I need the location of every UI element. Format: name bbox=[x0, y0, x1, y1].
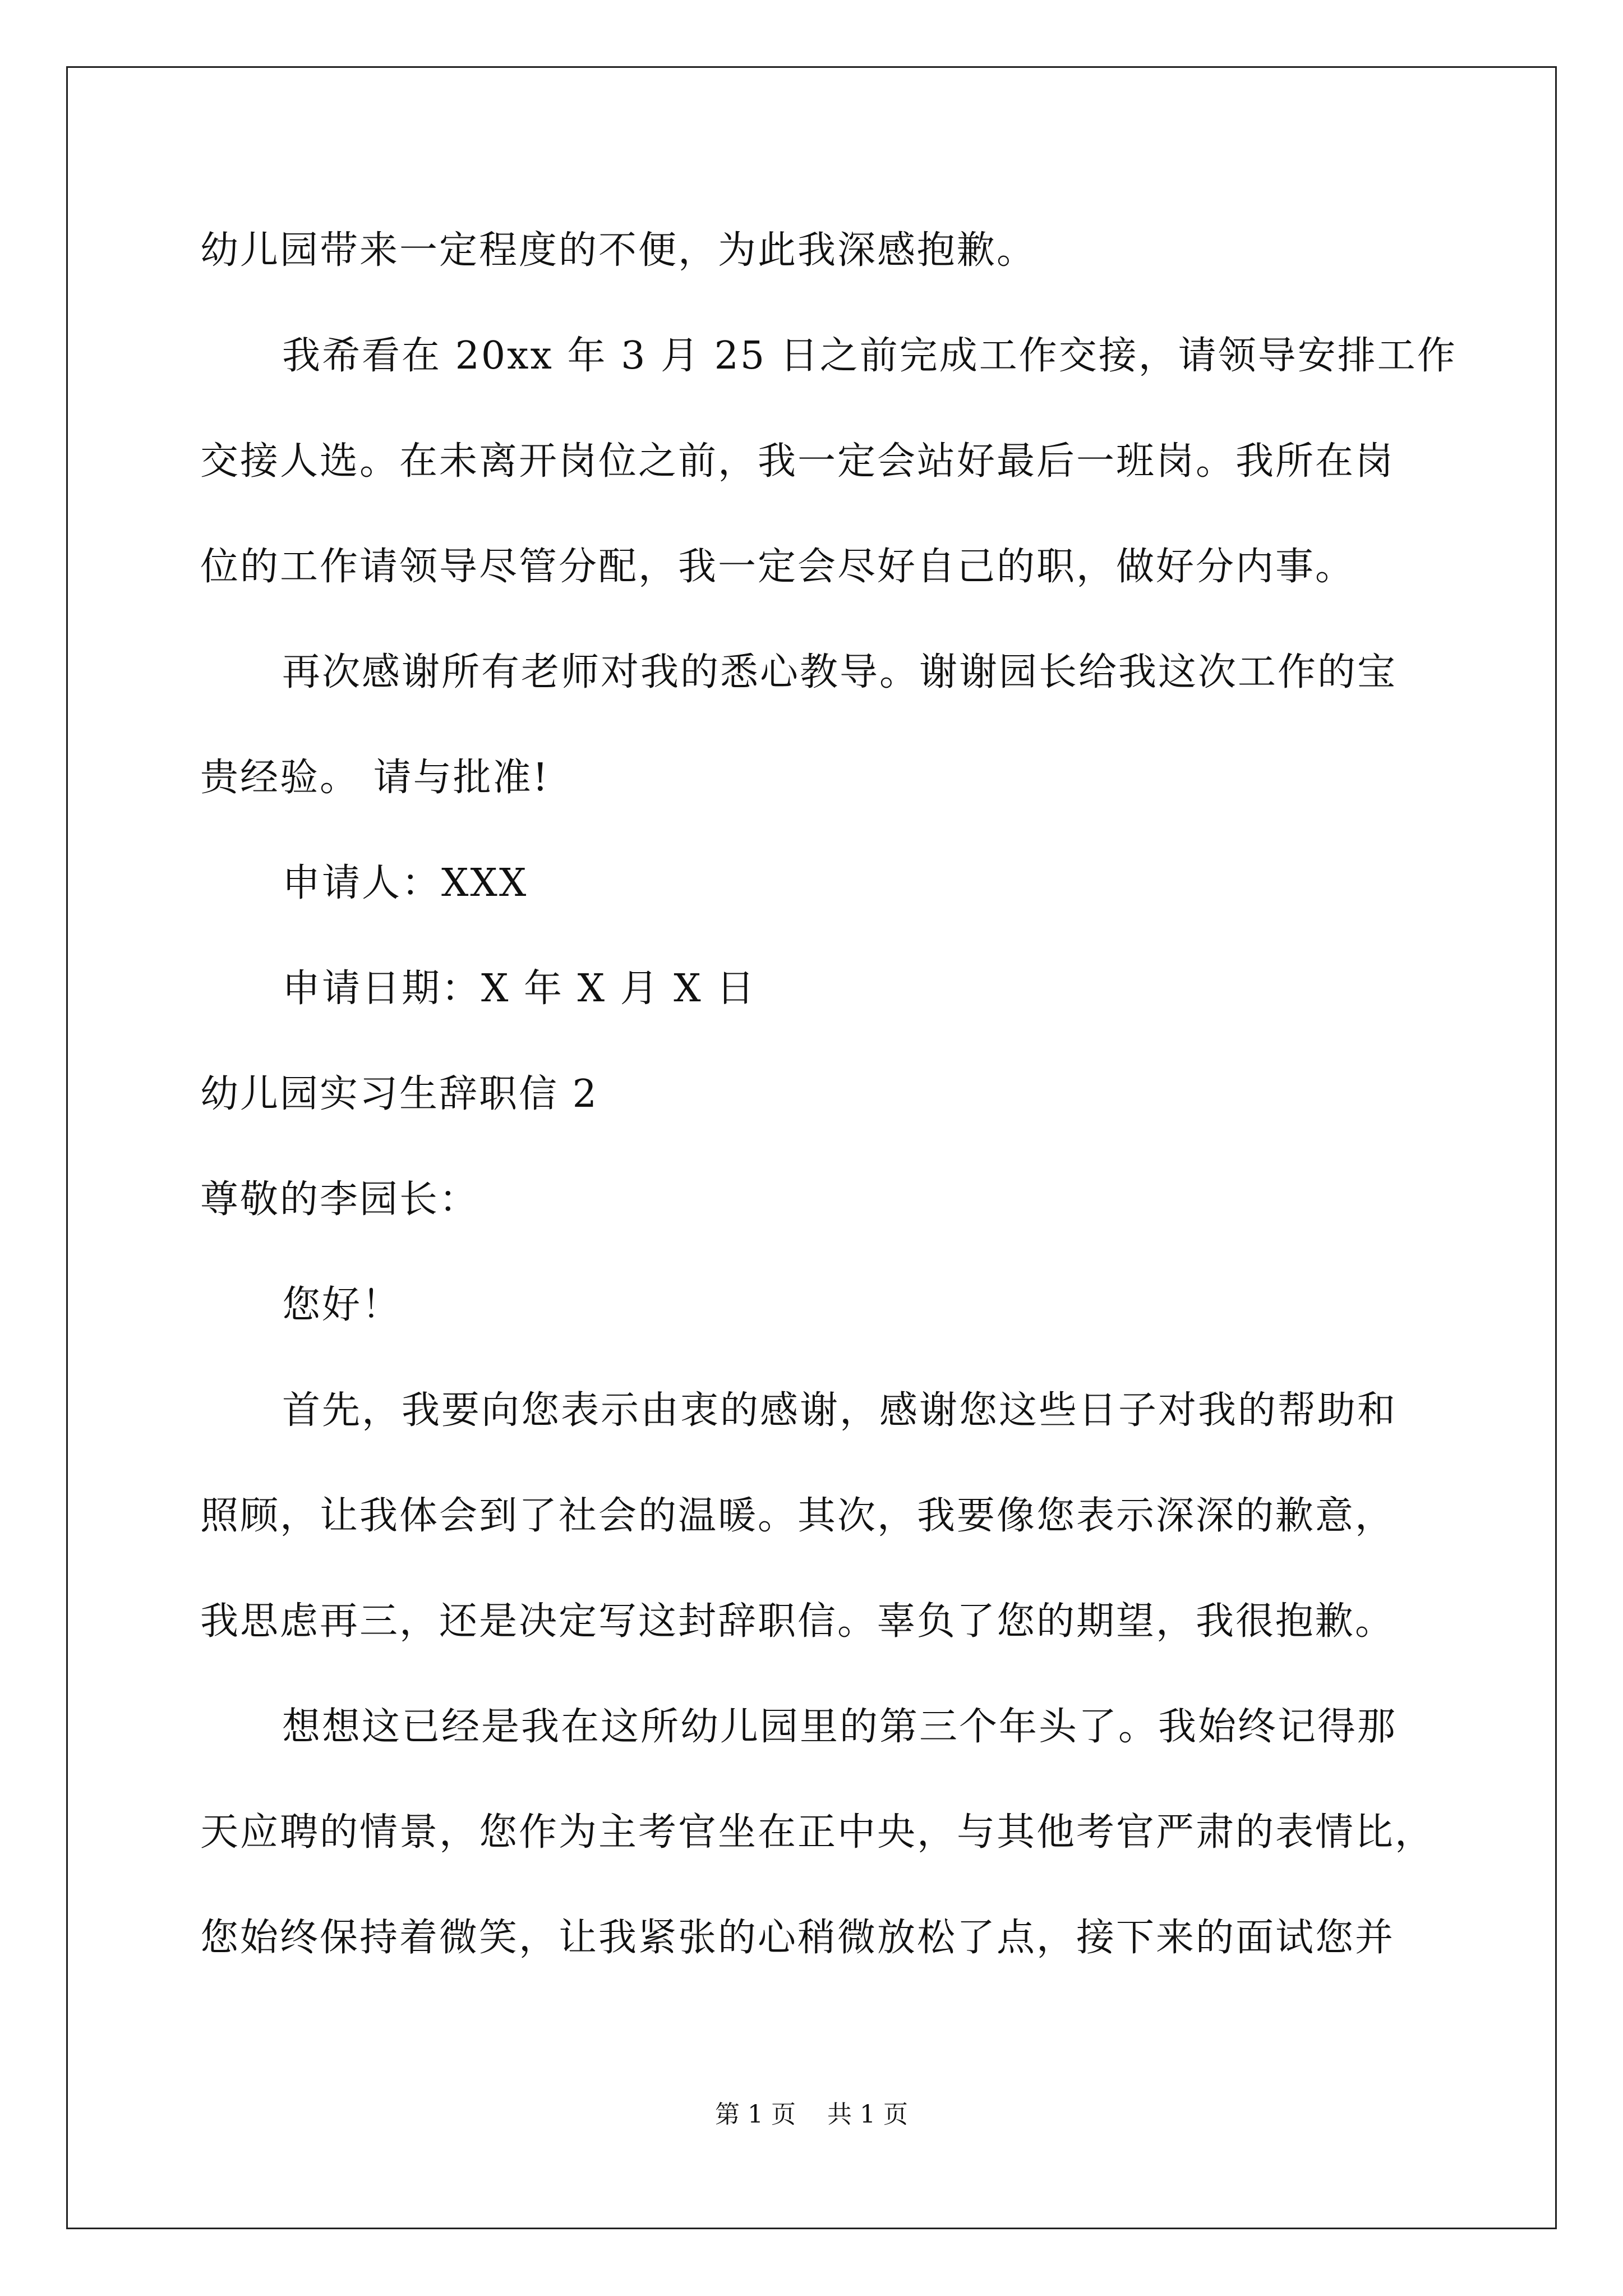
text-line: 天应聘的情景，您作为主考官坐在正中央，与其他考官严肃的表情比， bbox=[200, 1810, 1435, 1855]
page-border bbox=[66, 66, 1557, 2229]
text-line: 再次感谢所有老师对我的悉心教导。谢谢园长给我这次工作的宝 bbox=[282, 650, 1398, 694]
text-line: 我希看在 20xx 年 3 月 25 日之前完成工作交接，请领导安排工作 bbox=[282, 334, 1457, 378]
text-line: 交接人选。在未离开岗位之前，我一定会站好最后一班岗。我所在岗 bbox=[200, 439, 1395, 484]
text-line: 照顾，让我体会到了社会的温暖。其次，我要像您表示深深的歉意， bbox=[200, 1494, 1395, 1538]
text-line: 想想这已经是我在这所幼儿园里的第三个年头了。我始终记得那 bbox=[282, 1705, 1398, 1749]
page-total: 共 1 页 bbox=[827, 2100, 908, 2129]
text-line: 贵经验。 请与批准! bbox=[200, 756, 550, 800]
salutation: 尊敬的李园长： bbox=[200, 1177, 479, 1222]
section-title: 幼儿园实习生辞职信 2 bbox=[200, 1072, 598, 1116]
greeting: 您好！ bbox=[282, 1283, 402, 1327]
text-line: 幼儿园带来一定程度的不便，为此我深感抱歉。 bbox=[200, 228, 1037, 273]
signature-applicant: 申请人：XXX bbox=[282, 861, 528, 905]
page-number: 第 1 页 bbox=[715, 2100, 796, 2129]
text-line: 位的工作请领导尽管分配，我一定会尽好自己的职，做好分内事。 bbox=[200, 545, 1355, 589]
text-line: 首先，我要向您表示由衷的感谢，感谢您这些日子对我的帮助和 bbox=[282, 1388, 1398, 1433]
text-line: 我思虑再三，还是决定写这封辞职信。辜负了您的期望，我很抱歉。 bbox=[200, 1599, 1395, 1644]
text-line: 您始终保持着微笑，让我紧张的心稍微放松了点，接下来的面试您并 bbox=[200, 1916, 1395, 1960]
page-footer bbox=[0, 2098, 1623, 2132]
signature-date: 申请日期：X 年 X 月 X 日 bbox=[282, 967, 757, 1011]
